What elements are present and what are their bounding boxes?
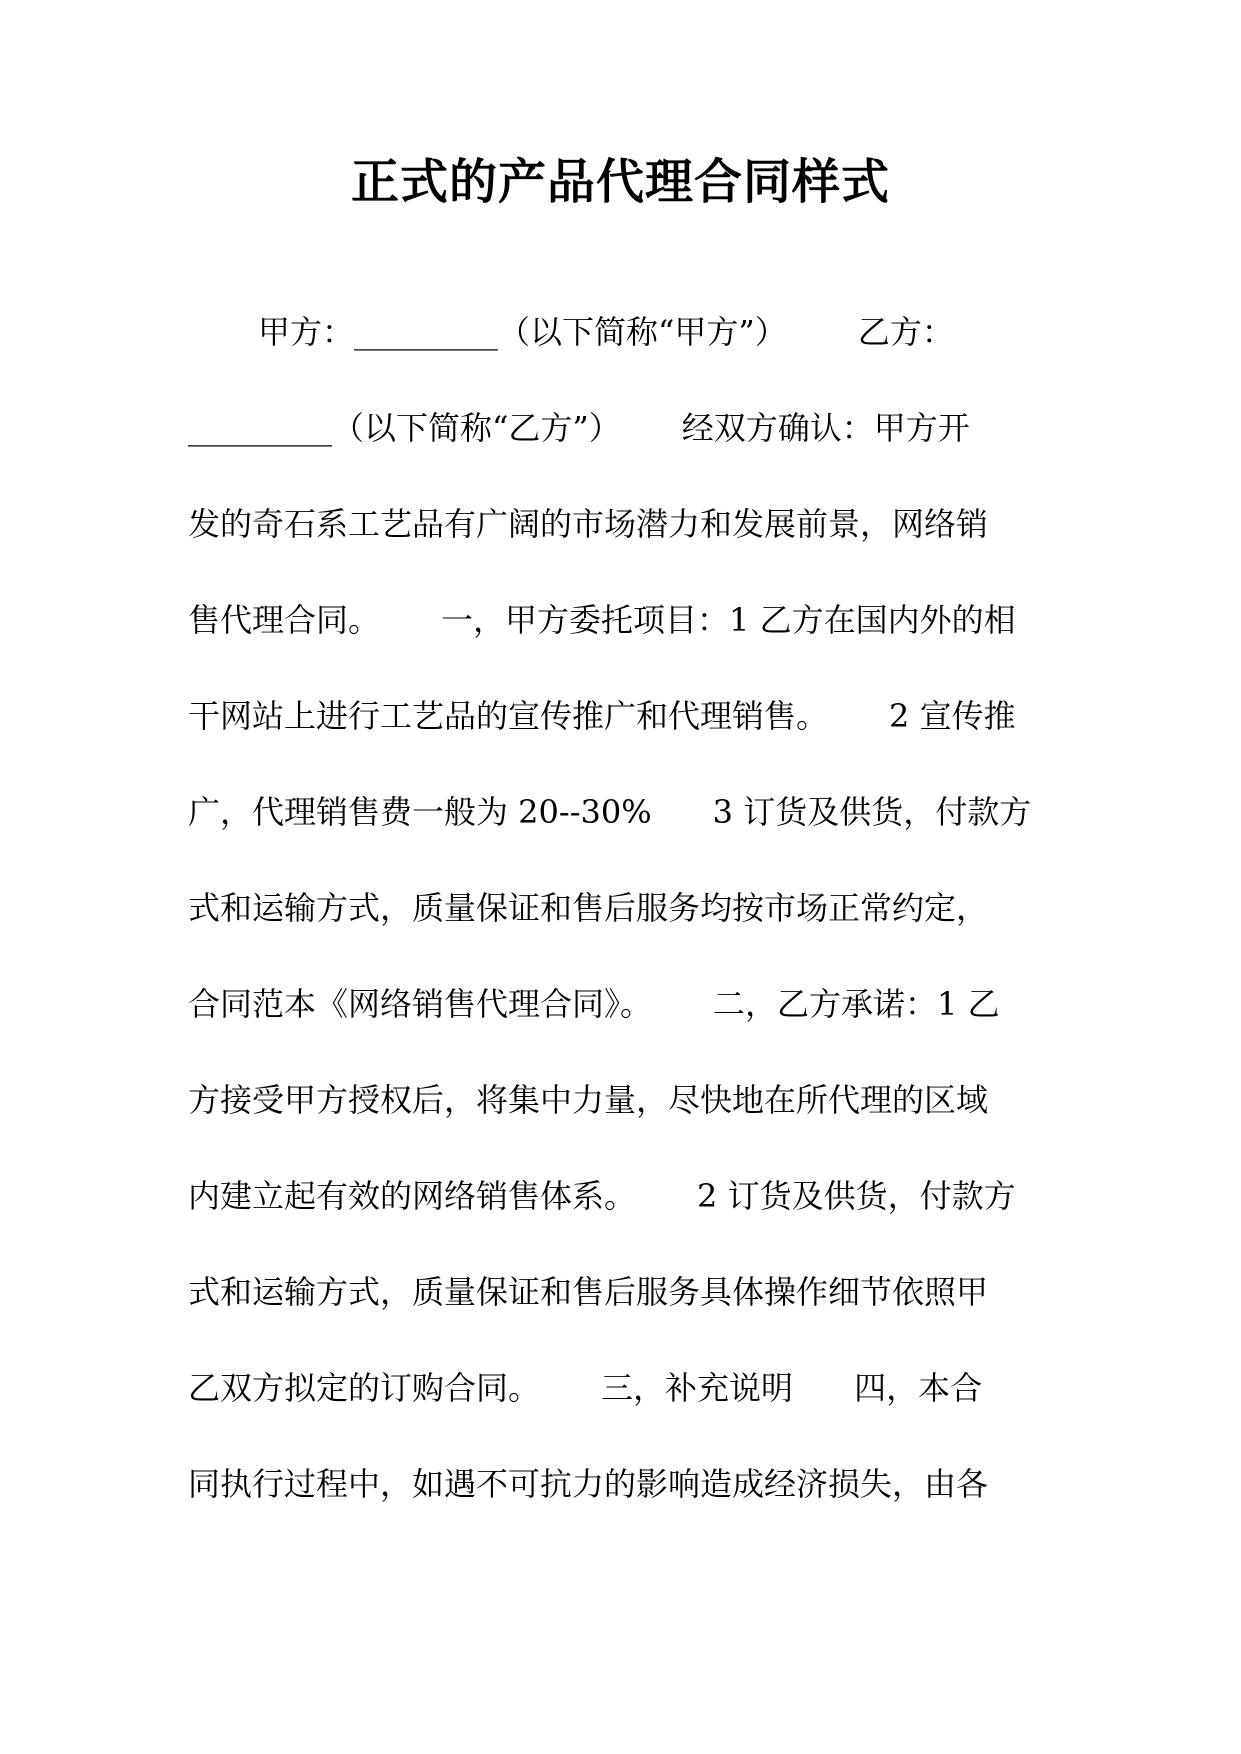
body-line: 方接受甲方授权后，将集中力量，尽快地在所代理的区域 [188,1081,989,1119]
body-line: 发的奇石系工艺品有广阔的市场潜力和发展前景，网络销 [188,505,989,543]
body-line: 合同范本《网络销售代理合同》。 二，乙方承诺：1 乙 [188,985,1000,1023]
body-line: 广，代理销售费一般为 20--30% 3 订货及供货，付款方 [188,793,1032,831]
body-line: 干网站上进行工艺品的宣传推广和代理销售。 2 宣传推 [188,697,1016,735]
body-line: 售代理合同。 一，甲方委托项目：1 乙方在国内外的相 [188,601,1016,639]
body-line: 式和运输方式，质量保证和售后服务均按市场正常约定， [188,889,989,927]
document-title: 正式的产品代理合同样式 [350,154,890,210]
body-line: 甲方：_________（以下简称“甲方”） 乙方： [258,313,954,351]
body-line: 式和运输方式，质量保证和售后服务具体操作细节依照甲 [188,1273,989,1311]
body-line: 乙双方拟定的订购合同。 三，补充说明 四，本合 [188,1369,983,1407]
body-line: 同执行过程中，如遇不可抗力的影响造成经济损失，由各 [188,1465,989,1503]
body-line: _________（以下简称“乙方”） 经双方确认：甲方开 [188,409,970,447]
body-line: 内建立起有效的网络销售体系。 2 订货及供货，付款方 [188,1177,1016,1215]
